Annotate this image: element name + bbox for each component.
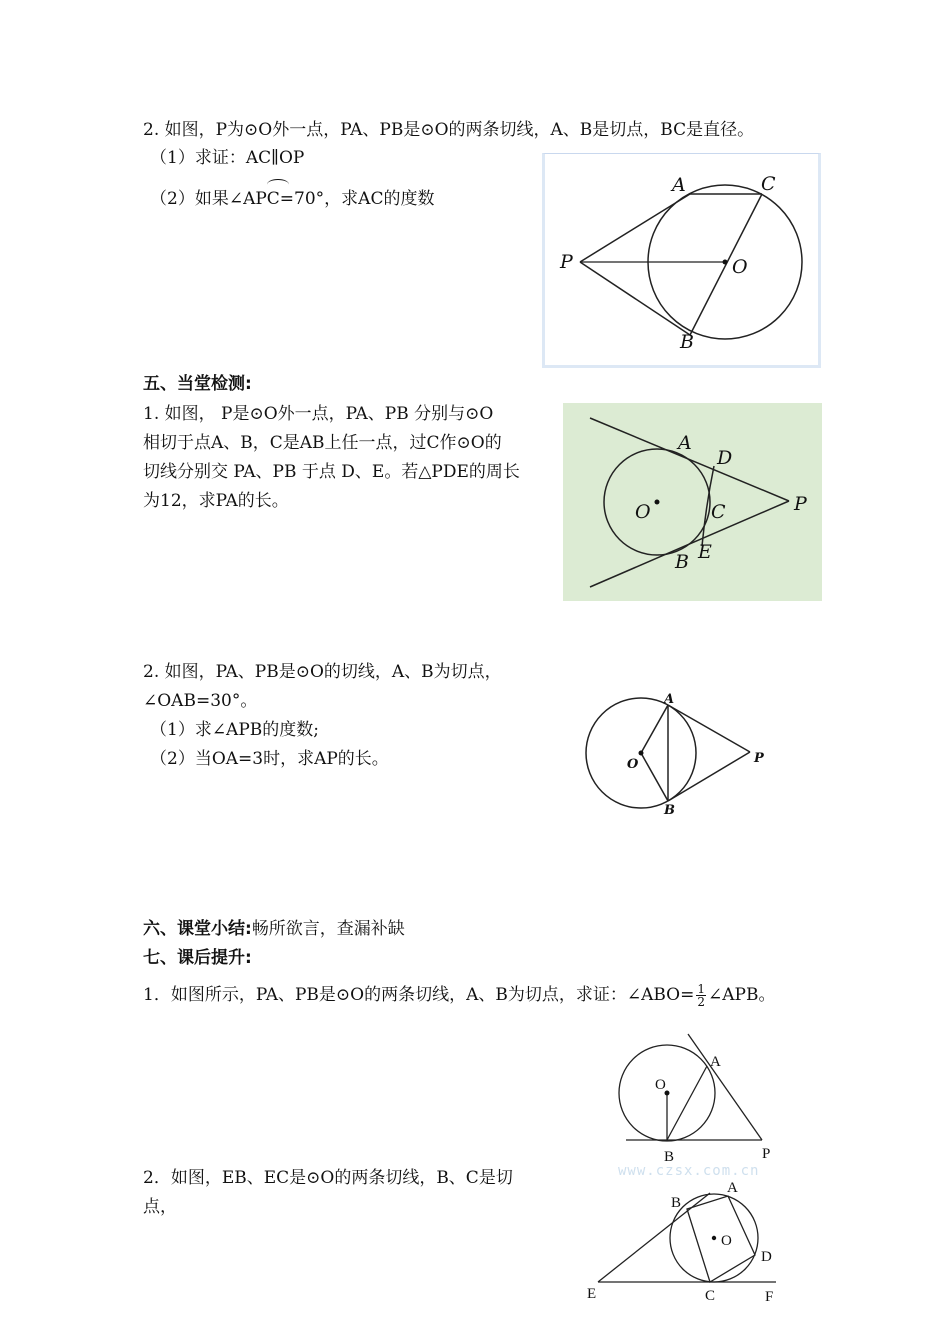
fig3-label-p: P <box>754 751 764 766</box>
fig2-label-c: C <box>711 501 726 523</box>
fraction-denominator: 2 <box>697 995 706 1009</box>
fig2-label-p: P <box>794 493 807 515</box>
q2-line: 点， <box>143 1197 177 1217</box>
fig4-label-a: A <box>710 1054 721 1070</box>
q1-line: 相切于点A、B，C是AB上任一点，过C作⊙O的 <box>143 433 502 453</box>
section-6-text: 畅所欲言，查漏补缺 <box>251 919 405 939</box>
fig2-label-e: E <box>698 541 712 563</box>
fig5-label-e: E <box>587 1286 597 1302</box>
part-2-prefix: （2）如果∠ <box>150 189 244 209</box>
fig5-label-o: O <box>721 1233 732 1249</box>
q1-line: 1. 如图， P是⊙O外一点，PA、PB 分别与⊙O <box>143 404 494 424</box>
fig4-label-b: B <box>664 1149 675 1165</box>
fig2-label-d: D <box>717 447 733 469</box>
fig1-label-p: P <box>560 251 573 273</box>
fig1-label-c: C <box>761 173 776 195</box>
part-2-suffix: =70°，求AC的度数 <box>279 189 435 209</box>
watermark: www.czsx.com.cn <box>618 1163 760 1179</box>
fig4-label-o: O <box>655 1077 666 1093</box>
section-6-heading: 六、课堂小结: <box>143 919 252 939</box>
fig1-label-b: B <box>680 331 694 353</box>
fig1-label-o: O <box>732 256 748 278</box>
fig1-label-a: A <box>672 174 686 196</box>
q2-line: （1）求∠APB的度数; <box>150 720 319 740</box>
q2-line: ∠OAB=30°。 <box>143 691 258 711</box>
fig3-label-a: A <box>664 692 675 707</box>
fig5-label-d: D <box>761 1249 772 1265</box>
fig3-label-o: O <box>627 757 639 772</box>
fraction-numerator: 1 <box>697 982 706 996</box>
fig5-line-eb <box>598 1193 710 1282</box>
fig5-label-a: A <box>727 1180 738 1196</box>
q1-prefix: 1．如图所示，PA、PB是⊙O的两条切线，A、B为切点，求证：∠ABO= <box>143 985 695 1005</box>
fig4-label-p: P <box>762 1146 771 1162</box>
arc-label: APC <box>243 189 280 209</box>
fig2-label-o: O <box>635 501 651 523</box>
q1-line: 切线分别交 PA、PB 于点 D、E。若△PDE的周长 <box>143 462 520 482</box>
fig3-label-b: B <box>664 803 675 818</box>
fig5-label-f: F <box>765 1289 774 1305</box>
fig5-label-b: B <box>671 1195 682 1211</box>
problem-2-part-1: （1）求证：AC∥OP <box>150 148 305 168</box>
q1-suffix: ∠APB。 <box>708 985 776 1005</box>
section-7-heading: 七、课后提升: <box>143 948 252 968</box>
problem-2-statement: 2. 如图，P为⊙O外一点，PA、PB是⊙O的两条切线，A、B是切点，BC是直径。 <box>143 120 755 140</box>
fig2-label-a: A <box>678 432 692 454</box>
fig5-center-dot <box>712 1236 716 1240</box>
q2-line: 2. 如图，PA、PB是⊙O的切线，A、B为切点， <box>143 662 502 682</box>
fig2-label-b: B <box>675 551 689 573</box>
fig5-label-c: C <box>705 1288 716 1304</box>
q2-line: （2）当OA=3时，求AP的长。 <box>150 749 389 769</box>
q1-line: 为12，求PA的长。 <box>143 491 289 511</box>
q2-line: 2．如图，EB、EC是⊙O的两条切线，B、C是切 <box>143 1168 513 1188</box>
section-5-heading: 五、当堂检测: <box>143 374 252 394</box>
